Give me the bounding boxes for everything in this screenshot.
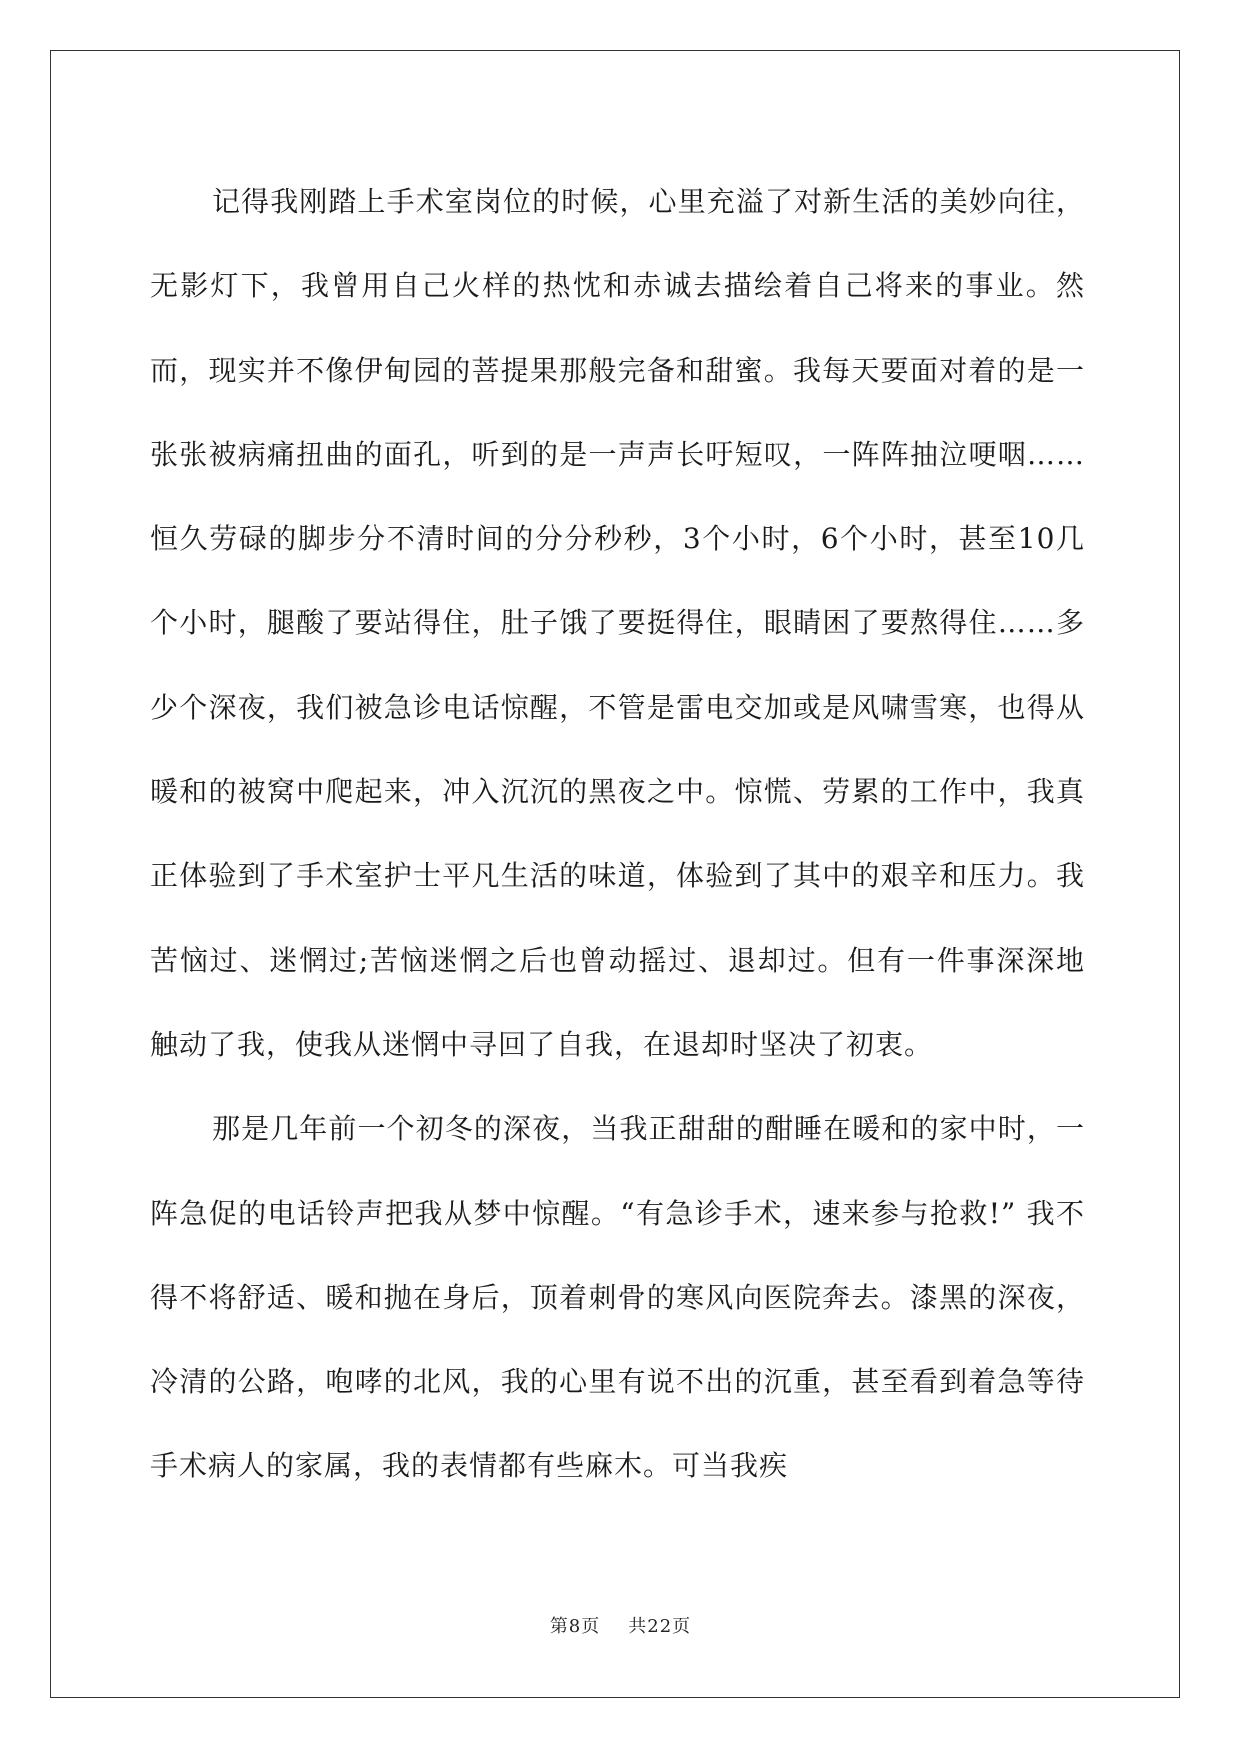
paragraph-2: 那是几年前一个初冬的深夜，当我正甜甜的酣睡在暖和的家中时，一阵急促的电话铃声把我从梦中惊醒。“有急诊手术，速来参与抢救!” 我不得不将舒适、暖和抛在身后，顶着刺骨的寒风向医院奔去。漆黑的深夜，冷清的公路，咆哮的北风，我的心里有说不出的沉重，甚至看到着急等待手术病人的家属，我的表情都有些麻木。可当我疾 — [150, 1112, 1085, 1483]
page-total: 共22页 — [628, 1616, 692, 1637]
page-number: 第8页 — [549, 1616, 601, 1637]
paragraph-1: 记得我刚踏上手术室岗位的时候，心里充溢了对新生活的美妙向往，无影灯下，我曾用自己火样的热忱和赤诚去描绘着自己将来的事业。然而，现实并不像伊甸园的菩提果那般完备和甜蜜。我每天要面对着的是一张张被病痛扭曲的面孔，听到的是一声声长吁短叹，一阵阵抽泣哽咽……恒久劳碌的脚步分不清时间的分分秒秒，3个小时，6个小时，甚至10几个小时，腿酸了要站得住，肚子饿了要挺得住，眼睛困了要熬得住……多少个深夜，我们被急诊电话惊醒，不管是雷电交加或是风啸雪寒，也得从暖和的被窝中爬起来，冲入沉沉的黑夜之中。惊慌、劳累的工作中，我真正体验到了手术室护士平凡生活的味道，体验到了其中的艰辛和压力。我苦恼过、迷惘过;苦恼迷惘之后也曾动摇过、退却过。但有一件事深深地触动了我，使我从迷惘中寻回了自我，在退却时坚决了初衷。 — [150, 185, 1085, 1061]
document-body — [150, 160, 1085, 1509]
page-footer — [0, 1612, 1241, 1638]
